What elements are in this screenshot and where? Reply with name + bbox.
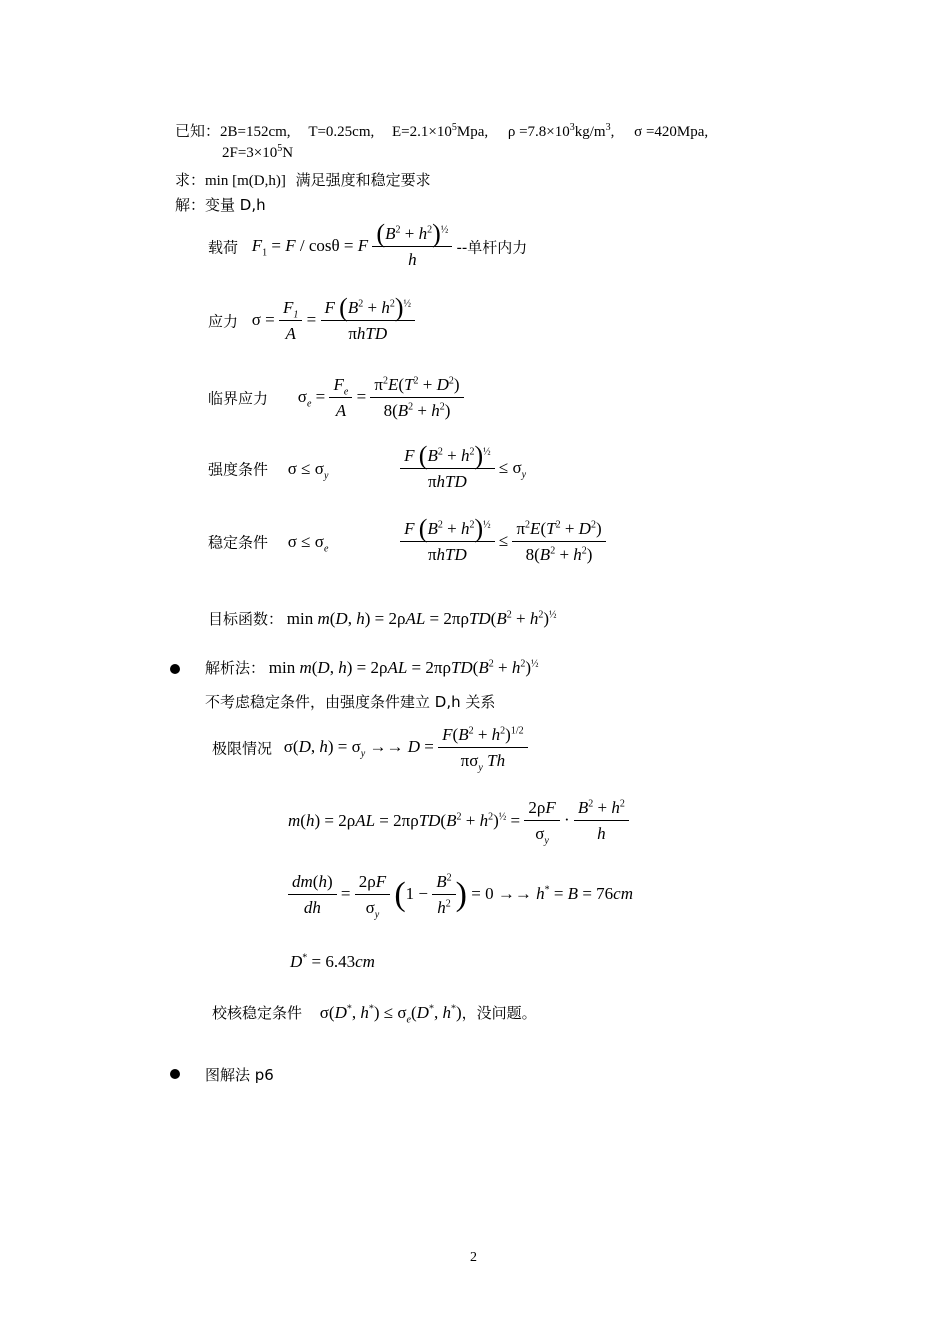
limit-label: 极限情况 xyxy=(212,739,273,758)
given-line xyxy=(175,120,708,141)
seek-line xyxy=(175,169,431,190)
check-line xyxy=(212,1002,537,1026)
seek-label: 求： xyxy=(175,171,206,189)
strength-formula: $\frac{F (B^2 + h^2)^{\frac{1}{2}}}{\text{πhTD}}$ ≤ $\sigma_y$ xyxy=(400,458,526,477)
solve-label: 解： xyxy=(175,196,206,214)
given-e-exp: 5 xyxy=(451,122,457,133)
load-suffix: --单杆内力 xyxy=(456,238,528,257)
check-formula: σ(D*, $h^*) \le \sigma_e(D^*$, h*) xyxy=(319,1003,462,1026)
check-label: 校核稳定条件 xyxy=(212,1004,303,1022)
stability-condition xyxy=(208,514,606,565)
strength-label: 强度条件 xyxy=(208,460,269,479)
graphic-line: 图解法 p6 xyxy=(205,1066,274,1084)
limit-formula: σ(D, $h) = \sigma_y \to\to D$ = $\frac{F(B^2 + h^2)^{1/2}}{\pi\sigma_y Th}$ xyxy=(284,737,528,756)
load-equation xyxy=(208,219,528,270)
stability-label: 稳定条件 xyxy=(208,533,269,552)
strength-short: $\sigma \le \sigma_y$ xyxy=(287,459,329,482)
check-suffix: ，没问题。 xyxy=(461,1004,537,1022)
given-force xyxy=(222,145,293,162)
given-f-exp: 5 xyxy=(277,143,283,154)
analytic-label: 解析法： xyxy=(205,659,266,677)
critical-label: 临界应力 xyxy=(208,389,269,408)
solve-text: 变量 D,h xyxy=(205,196,266,214)
given-t: T=0.25cm, xyxy=(308,124,375,140)
given-f: 2F=3×10 xyxy=(222,145,278,161)
critical-equation xyxy=(208,375,464,421)
analytic-formula: min m(D, $h) = 2\rho AL = 2\pi\rho TD(B^2 + h^2)^{\frac{1}{2}}$ xyxy=(268,658,539,677)
objective-formula: min m(D, $h) = 2\rho AL = 2\pi\rho TD(B^2 + h^2)^{\frac{1}{2}}$ xyxy=(286,609,557,628)
seek-text: 满足强度和稳定要求 xyxy=(295,171,431,189)
seek-expr: min [m(D,h)] xyxy=(205,173,286,189)
stress-equation xyxy=(208,293,415,344)
stability-short: $\sigma \le \sigma_e$ xyxy=(287,532,329,555)
mass-equation: $m(h) = 2\rho AL = 2\pi\rho TD(B^2 + h^2)^{\frac{1}{2}}$ = $\frac{2\rho F}{\sigma_y}$ · $\frac{B^2 + h^2}{h}$ xyxy=(288,798,629,844)
given-rho-unit-exp: 3 xyxy=(605,122,611,133)
critical-formula: $\sigma_e$ = $\frac{F_e}{A}$ = $\frac{\pi^2E(T^2 + D^2)}{8(B^2 + h^2)}$ xyxy=(298,387,464,406)
given-label: 已知： xyxy=(175,122,221,140)
load-formula: $F_1 = F / \cos\theta = F$ $\frac{(B^2 + h^2)^{\frac{1}{2}}}{h}$ xyxy=(252,236,457,255)
given-rho-unit: kg/m xyxy=(574,124,606,140)
limit-equation xyxy=(212,725,528,774)
derivative-equation: $\frac{dm(h)}{dh}$ = $\frac{2\rho F}{\sigma_y}$ (1 − $\frac{B^2}{h^2}$ ) = 0 →→ h* = B = 76cm xyxy=(288,872,633,918)
d-star: D* = 6.43cm xyxy=(290,952,375,971)
bullet-analytic xyxy=(170,664,180,674)
analytic-line xyxy=(205,657,539,678)
load-label: 载荷 xyxy=(208,238,239,257)
given-sigma: σ =420Mpa, xyxy=(634,124,709,140)
given-rho-comma: , xyxy=(610,124,615,140)
given-e-unit: Mpa, xyxy=(456,124,489,140)
given-b: 2B=152cm, xyxy=(220,124,291,140)
given-e: E=2.1×10 xyxy=(392,124,452,140)
given-rho: ρ =7.8×10 xyxy=(507,124,570,140)
objective-function xyxy=(208,608,557,629)
page-number: 2 xyxy=(470,1250,477,1265)
stability-formula: $\frac{F (B^2 + h^2)^{\frac{1}{2}}}{\text{πhTD}}$ ≤ $\frac{\pi^2E(T^2 + D^2)}{8(B^2 + h^2)}$ xyxy=(400,531,605,550)
d-star-value: 6.43 xyxy=(325,952,356,971)
bullet-graphic xyxy=(170,1069,180,1079)
solve-line xyxy=(175,194,266,215)
given-rho-exp: 3 xyxy=(569,122,575,133)
strength-condition xyxy=(208,441,527,492)
stress-label: 应力 xyxy=(208,312,239,331)
given-f-unit: N xyxy=(282,145,294,161)
analytic-note: 不考虑稳定条件，由强度条件建立 D,h 关系 xyxy=(205,693,496,711)
stress-formula: σ = $\frac{F_1}{A}$ = $\frac{F (B^2 + h^2)^{\frac{1}{2}}}{\text{πhTD}}$ xyxy=(252,310,415,329)
objective-label: 目标函数： xyxy=(208,610,284,628)
